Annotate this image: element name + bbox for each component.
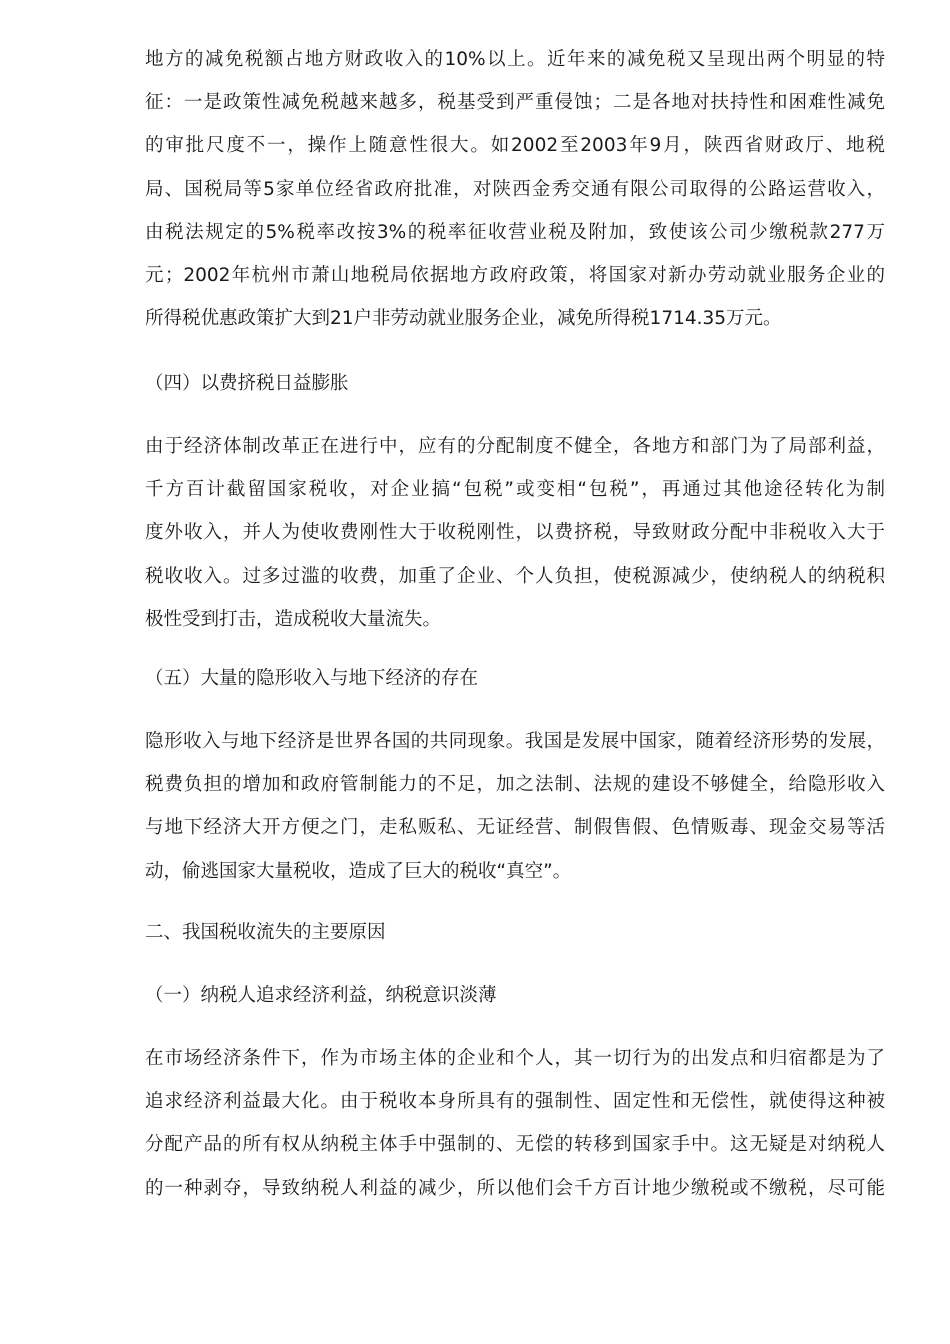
text-line: 在市场经济条件下，作为市场主体的企业和个人，其一切行为的出发点和归宿都是为了 [145, 1048, 885, 1069]
paragraph-market-economy [145, 1044, 885, 1217]
text-line: 隐形收入与地下经济是世界各国的共同现象。我国是发展中国家，随着经济形势的发展， [145, 731, 885, 752]
text-line: 由于经济体制改革正在进行中，应有的分配制度不健全，各地方和部门为了局部利益， [145, 436, 885, 457]
text-line: 局、国税局等5家单位经省政府批准，对陕西金秀交通有限公司取得的公路运营收入， [145, 178, 885, 200]
subheading-text: （四）以费挤税日益膨胀 [145, 373, 349, 394]
paragraph-tax-exemption [145, 45, 885, 347]
text-line: 度外收入，并人为使收费刚性大于收税刚性，以费挤税，导致财政分配中非税收入大于 [145, 522, 885, 544]
paragraph-fees [145, 432, 885, 648]
text-line: 动，偷逃国家大量税收，造成了巨大的税收“真空”。 [145, 860, 572, 882]
text-line: 与地下经济大开方便之门，走私贩私、无证经营、制假售假、色情贩毒、现金交易等活 [145, 817, 885, 839]
text-line: 地方的减免税额占地方财政收入的10%以上。近年来的减免税又呈现出两个明显的特 [145, 49, 885, 70]
section-heading-text: 二、我国税收流失的主要原因 [145, 922, 386, 943]
text-line: 追求经济利益最大化。由于税收本身所具有的强制性、固定性和无偿性，就使得这种被 [145, 1091, 885, 1113]
text-line: 千方百计截留国家税收，对企业搞“包税”或变相“包税”，再通过其他途径转化为制 [145, 479, 885, 501]
subheading-text: （五）大量的隐形收入与地下经济的存在 [145, 668, 479, 689]
subheading-hidden-income [145, 664, 885, 693]
text-line: 由税法规定的5%税率改按3%的税率征收营业税及附加，致使该公司少缴税款277万 [145, 221, 885, 243]
text-line: 的审批尺度不一，操作上随意性很大。如2002至2003年9月，陕西省财政厅、地税 [145, 135, 885, 157]
section-heading [145, 918, 885, 947]
text-line: 极性受到打击，造成税收大量流失。 [145, 608, 442, 630]
text-line: 分配产品的所有权从纳税主体手中强制的、无偿的转移到国家手中。这无疑是对纳税人 [145, 1134, 885, 1156]
subheading-fees [145, 369, 885, 398]
subheading-taxpayer [145, 981, 885, 1010]
paragraph-hidden-income [145, 727, 885, 900]
text-line: 的一种剥夺，导致纳税人利益的减少，所以他们会千方百计地少缴税或不缴税，尽可能 [145, 1177, 885, 1199]
text-line: 所得税优惠政策扩大到21户非劳动就业服务企业，减免所得税1714.35万元。 [145, 308, 782, 330]
text-line: 税费负担的增加和政府管制能力的不足，加之法制、法规的建设不够健全，给隐形收入 [145, 774, 885, 796]
subheading-text: （一）纳税人追求经济利益，纳税意识淡薄 [145, 985, 497, 1006]
text-line: 征：一是政策性减免税越来越多，税基受到严重侵蚀；二是各地对扶持性和困难性减免 [145, 92, 885, 114]
text-line: 元；2002年杭州市萧山地税局依据地方政府政策，将国家对新办劳动就业服务企业的 [145, 264, 885, 286]
text-line: 税收收入。过多过滥的收费，加重了企业、个人负担，使税源减少，使纳税人的纳税积 [145, 565, 885, 587]
